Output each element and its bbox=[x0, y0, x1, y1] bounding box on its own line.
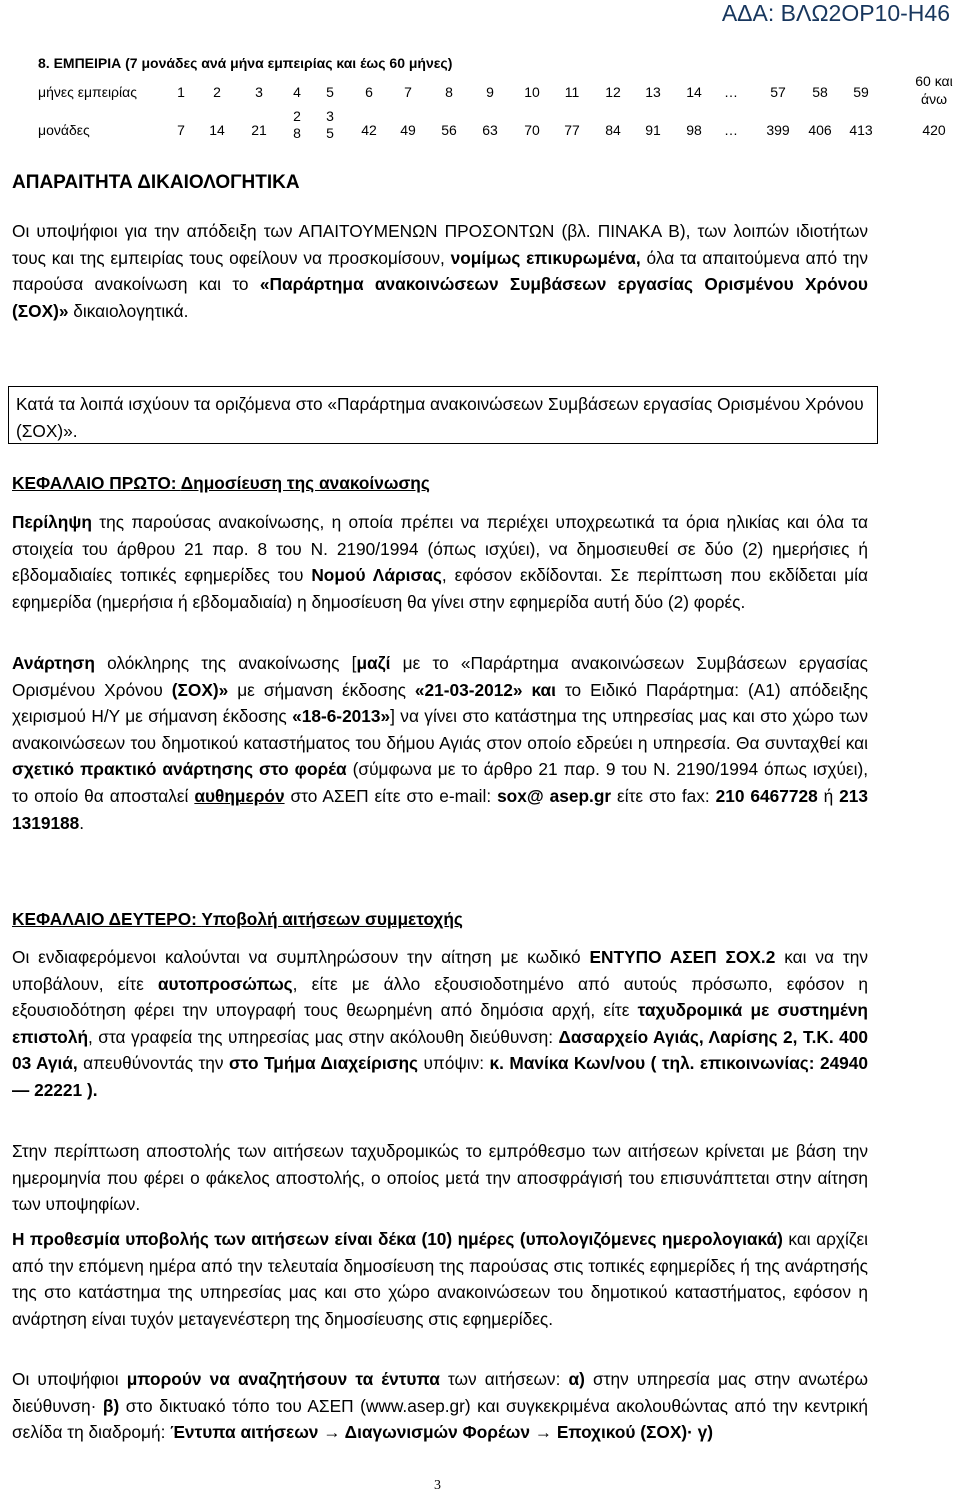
months-cell: 6 bbox=[365, 84, 373, 100]
units-cell: 21 bbox=[251, 122, 267, 138]
ada-code: ΑΔΑ: ΒΛΩ2ΟΡ10-Η46 bbox=[721, 0, 950, 26]
months-cell: 10 bbox=[524, 84, 540, 100]
months-cell: 1 bbox=[177, 84, 185, 100]
months-cell: 2 bbox=[213, 84, 221, 100]
months-cell: 57 bbox=[770, 84, 786, 100]
chapter2-deadline-paragraph: Η προθεσμία υποβολής των αιτήσεων είναι δέκα (10) ημέρες (υπολογιζόμενες ημερολογιακά) και αρχίζει από την επόμενη ημέρα από την τελευταία δημοσίευση της παρούσας στις τοπικές εφημερίδες ή της ανάρτησής της στο κατάστημα της υπηρεσίας μας και στο χώρο ανακοινώσεων του δημοτικού καταστήματος, εφόσον η ανάρτηση είναι τυχόν μεταγενέστερη της δημοσίευσης στις εφημερίδες. bbox=[12, 1229, 868, 1329]
chapter1-summary-paragraph: Περίληψη της παρούσας ανακοίνωσης, η οποία πρέπει να περιέχει υποχρεωτικά τα όρια ηλικίας και όλα τα στοιχεία του άρθρου 21 παρ. 8 του Ν. 2190/1994 (όπως ισχύει), να δημοσιευθεί σε δύο (2) ημερήσιες ή εβδομαδιαίες τοπικές εφημερίδες του Νομού Λάρισας, εφόσον εκδίδονται. Σε περίπτωση που εκδίδεται μία εφημερίδα (ημερήσια ή εβδομαδιαία) η δημοσίευση θα γίνει στην εφημερίδα αυτή δύο (2) φορές. bbox=[12, 512, 868, 612]
months-cell: 13 bbox=[645, 84, 661, 100]
units-cell: 406 bbox=[808, 122, 832, 138]
units-cell: 3 5 bbox=[326, 108, 334, 141]
info-box-text: Κατά τα λοιπά ισχύουν τα οριζόμενα στο «Παράρτημα ανακοινώσεων Συμβάσεων εργασίας Ορισμένου Χρόνου (ΣΟΧ)». bbox=[16, 394, 864, 441]
units-cell: 70 bbox=[524, 122, 540, 138]
months-cell: 3 bbox=[255, 84, 263, 100]
units-cell: 63 bbox=[482, 122, 498, 138]
units-cell: 98 bbox=[686, 122, 702, 138]
experience-table bbox=[38, 73, 953, 141]
units-cell: … bbox=[724, 122, 738, 138]
units-cell: 7 bbox=[177, 122, 185, 138]
units-cell: 77 bbox=[564, 122, 580, 138]
chapter2-heading: ΚΕΦΑΛΑΙΟ ΔΕΥΤΕΡΟ: Υποβολή αιτήσεων συμμετοχής bbox=[12, 909, 463, 929]
units-cell: 56 bbox=[441, 122, 457, 138]
months-label: μήνες εμπειρίας bbox=[38, 84, 137, 100]
chapter2-postal-paragraph: Στην περίπτωση αποστολής των αιτήσεων ταχυδρομικώς το εμπρόθεσμο των αιτήσεων κρίνεται με βάση την ημερομηνία που φέρει ο φάκελος αποστολής, ο οποίος μετά την αποσφράγισή του επισυνάπτεται στην αίτηση των υποψηφίων. bbox=[12, 1141, 868, 1215]
required-docs-heading: ΑΠΑΡΑΙΤΗΤΑ ΔΙΚΑΙΟΛΟΓΗΤΙΚΑ bbox=[12, 172, 300, 193]
months-cell: 60 και άνω bbox=[915, 73, 953, 107]
units-cell: 2 8 bbox=[293, 108, 301, 141]
months-cell: 8 bbox=[445, 84, 453, 100]
units-label: μονάδες bbox=[38, 122, 90, 138]
required-docs-paragraph: Οι υποψήφιοι για την απόδειξη των ΑΠΑΙΤΟΥΜΕΝΩΝ ΠΡΟΣΟΝΤΩΝ (βλ. ΠΙΝΑΚΑ Β), των λοιπών ιδιοτήτων τους και της εμπειρίας τους οφείλουν να προσκομίσουν, νομίμως επικυρωμένα, όλα τα απαιτούμενα από την παρούσα ανακοίνωση και το «Παράρτημα ανακοινώσεων Συμβάσεων εργασίας Ορισμένου Χρόνου (ΣΟΧ)» δικαιολογητικά. bbox=[12, 221, 868, 321]
units-cell: 91 bbox=[645, 122, 661, 138]
months-cell: 5 bbox=[326, 84, 334, 100]
units-cell: 399 bbox=[766, 122, 790, 138]
units-cell: 42 bbox=[361, 122, 377, 138]
months-cell: 4 bbox=[293, 84, 301, 100]
experience-title: 8. ΕΜΠΕΙΡΙΑ (7 μονάδες ανά μήνα εμπειρίας και έως 60 μήνες) bbox=[38, 55, 453, 71]
chapter1-posting-paragraph: Ανάρτηση ολόκληρης της ανακοίνωσης [μαζί με το «Παράρτημα ανακοινώσεων Συμβάσεων εργασίας Ορισμένου Χρόνου (ΣΟΧ)» με σήμανση έκδοσης «21-03-2012» και το Ειδικό Παράρτημα: (Α1) απόδειξης χειρισμού Η/Υ με σήμανση έκδοσης «18-6-2013»] να γίνει στο κατάστημα της υπηρεσίας μας και στο χώρο των ανακοινώσεων του δημοτικού καταστήματος του δήμου Αγιάς στον οποίο εδρεύει η υπηρεσία. Θα συνταχθεί και σχετικό πρακτικό ανάρτησης στο φορέα (σύμφωνα με το άρθρο 21 παρ. 9 του Ν. 2190/1994 όπως ισχύει), το οποίο θα αποσταλεί αυθημερόν στο ΑΣΕΠ είτε στο e-mail: sox@ asep.gr είτε στο fax: 210 6467728 ή 213 1319188. bbox=[12, 653, 869, 833]
units-cell: 14 bbox=[209, 122, 225, 138]
chapter2-forms-paragraph: Οι υποψήφιοι μπορούν να αναζητήσουν τα έντυπα των αιτήσεων: α) στην υπηρεσία μας στην ανωτέρω διεύθυνση· β) στο δικτυακό τόπο του ΑΣΕΠ (www.asep.gr) και συγκεκριμένα ακολουθώντας από την κεντρική σελίδα τη διαδρομή: Έντυπα αιτήσεων → Διαγωνισμών Φορέων → Εποχικού (ΣΟΧ)· γ) bbox=[12, 1369, 868, 1443]
months-cell: 9 bbox=[486, 84, 494, 100]
units-cell: 420 bbox=[922, 122, 946, 138]
months-cell: 11 bbox=[564, 84, 580, 100]
months-cell: … bbox=[724, 84, 738, 100]
months-cell: 7 bbox=[404, 84, 412, 100]
months-cell: 12 bbox=[605, 84, 621, 100]
chapter2-submission-paragraph: Οι ενδιαφερόμενοι καλούνται να συμπληρώσουν την αίτηση με κωδικό ΕΝΤΥΠΟ ΑΣΕΠ ΣΟΧ.2 και να την υποβάλουν, είτε αυτοπροσώπως, είτε με άλλο εξουσιοδοτημένο από αυτούς πρόσωπο, εφόσον η εξουσιοδότηση φέρει την υπογραφή τους θεωρημένη από δημόσια αρχή, είτε ταχυδρομικά με συστημένη επιστολή, στα γραφεία της υπηρεσίας μας στην ακόλουθη διεύθυνση: Δασαρχείο Αγιάς, Λαρίσης 2, Τ.Κ. 400 03 Αγιά, απευθύνοντάς την στο Τμήμα Διαχείρισης υπόψιν: κ. Μανίκα Κων/νου ( τηλ. επικοινωνίας: 24940 — 22221 ). bbox=[12, 947, 869, 1100]
units-cell: 413 bbox=[849, 122, 873, 138]
months-cell: 58 bbox=[812, 84, 828, 100]
units-cell: 84 bbox=[605, 122, 621, 138]
page-number: 3 bbox=[434, 1478, 441, 1493]
units-cell: 49 bbox=[400, 122, 416, 138]
chapter1-heading: ΚΕΦΑΛΑΙΟ ΠΡΩΤΟ: Δημοσίευση της ανακοίνωσης bbox=[12, 473, 430, 493]
units-row bbox=[38, 108, 952, 141]
months-cell: 14 bbox=[686, 84, 702, 100]
months-row bbox=[38, 73, 953, 108]
months-cell: 59 bbox=[853, 84, 869, 100]
